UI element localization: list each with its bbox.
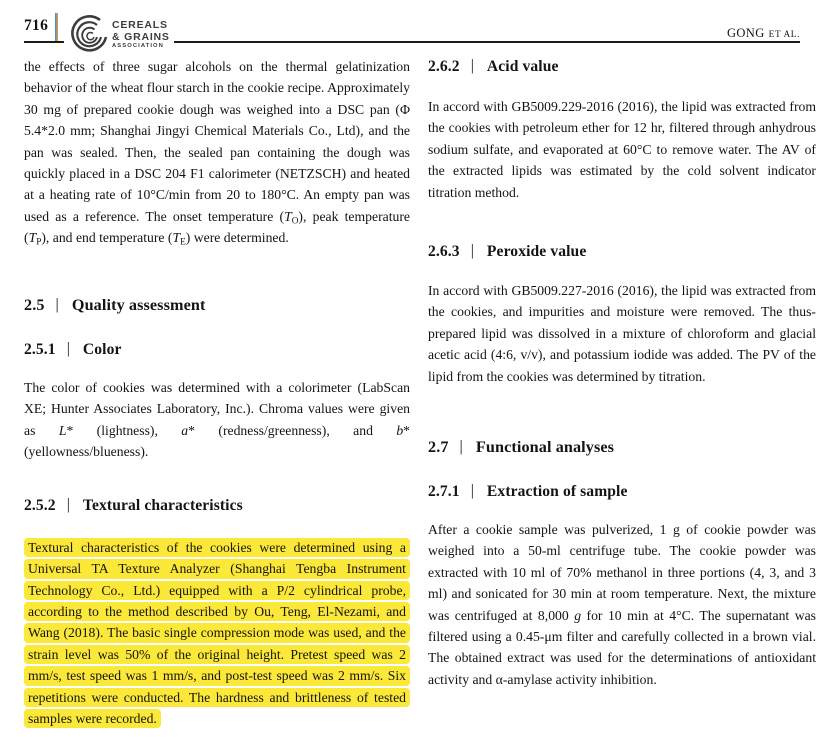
- logo-text: [112, 20, 170, 49]
- right-column: [428, 0, 816, 737]
- section-title: Extraction of sample: [486, 483, 628, 500]
- section-heading-extraction-of-sample: [428, 483, 816, 501]
- left-column: [24, 0, 410, 737]
- section-heading-functional-analyses: [428, 438, 816, 457]
- section-number: 2.5: [24, 296, 45, 314]
- heading-separator: |: [470, 57, 474, 74]
- heading-separator: |: [470, 482, 474, 499]
- section-heading-quality-assessment: [24, 296, 410, 315]
- cereals-grains-association-logo: [64, 11, 174, 59]
- section-heading-color: [24, 341, 410, 359]
- section-title: Color: [82, 341, 122, 358]
- logo-line-grains: & GRAINS: [112, 30, 170, 43]
- paragraph-color-measurement: The color of cookies was determined with a colorimeter (LabScan XE; Hunter Associates Laboratory, Inc.). Chroma values were given as L* (lightness), a* (redness/greenness), and b* (yellowness/blueness).: [24, 380, 410, 460]
- paragraph-thermal-analysis: the effects of three sugar alcohols on the thermal gelatinization behavior of the wheat flour starch in the cookie recipe. Approximately 30 mg of prepared cookie dough was weighed into a DSC pan (Φ 5.4*2.0 mm; Shanghai Jingyi Chemical Materials Co., Ltd), and the pan was sealed. Then, the sealed pan containing the dough was quickly placed in a DSC 204 F1 calorimeter (NETZSCH) and heated at a heating rate of 10°C/min from 20 to 180°C. An empty pan was used as a reference. The onset temperature $(T_O)$, peak temperature $(T_P)$, and end temperature $(T_E)$ were determined.: [24, 59, 410, 248]
- highlighted-text: Textural characteristics of the cookies were determined using a Universal TA Texture Analyzer (Shanghai Tengba Instrument Technology Co., Ltd.) equipped with a P/2 cylindrical probe, according to the method described by Ou, Teng, El-Nezami, and Wang (2018). The basic single compression mode was used, and the strain level was 50% of the original height. Pretest speed was 2 mm/s, test speed was 1 mm/s, and post-test speed was 2 mm/s. Six repetitions were conducted. The hardness and brittleness of tested samples were recorded.: [24, 538, 410, 729]
- logo-line-cereals: CEREALS: [112, 19, 168, 32]
- section-number: 2.5.2: [24, 497, 56, 514]
- paragraph-extraction-of-sample: After a cookie sample was pulverized, 1 g of cookie powder was weighed into a 50-ml centrifuge tube. The cookie powder was extracted with 10 ml of 70% methanol in three portions (4, 3, and 3 ml) and sonicated for 30 min at room temperature. Next, the mixture was centrifuged at 8,000 g for 10 min at 4°C. The supernatant was filtered using a 0.45-μm filter and carefully collected in a brown vial. The obtained extract was used for the determinations of antioxidant activity and α-amylase activity inhibition.: [428, 522, 816, 687]
- heading-separator: |: [470, 242, 474, 259]
- section-title: Textural characteristics: [82, 497, 243, 514]
- page-number: 716: [24, 17, 49, 34]
- section-title: Peroxide value: [486, 243, 587, 260]
- section-title: Functional analyses: [475, 438, 615, 456]
- section-heading-peroxide-value: [428, 243, 816, 261]
- section-number: 2.5.1: [24, 341, 56, 358]
- logo-line-association: ASSOCIATION: [112, 42, 164, 49]
- running-head-et-al: ET AL.: [768, 30, 800, 40]
- heading-separator: |: [66, 496, 70, 513]
- section-number: 2.7: [428, 438, 449, 456]
- section-title: Acid value: [486, 58, 559, 75]
- section-number: 2.6.3: [428, 243, 460, 260]
- section-heading-textural-characteristics: [24, 497, 410, 515]
- heading-separator: |: [66, 340, 70, 357]
- paragraph-peroxide-value: In accord with GB5009.227-2016 (2016), the lipid was extracted from the cookies, and impurities and moisture were removed. The thus-prepared lipid was dissolved in a mixture of chloroform and glacial acetic acid (4:6, v/v), and potassium iodide was added. The PV of the lipid from the cookies was determined by titration.: [428, 283, 816, 384]
- section-number: 2.7.1: [428, 483, 460, 500]
- running-head: [727, 24, 800, 42]
- section-title: Quality assessment: [71, 296, 206, 314]
- section-heading-acid-value: [428, 58, 816, 76]
- section-number: 2.6.2: [428, 58, 460, 75]
- paragraph-textural-highlighted: [24, 537, 410, 730]
- heading-separator: |: [459, 437, 463, 455]
- paragraph-acid-value: In accord with GB5009.229-2016 (2016), the lipid was extracted from the cookies with petroleum ether for 12 hr, filtered through anhydrous sodium sulfate, and evaporated at 60°C to remove water. The AV of the extracted lipids was estimated by the cold solvent indicator titration method.: [428, 99, 816, 200]
- heading-separator: |: [55, 295, 59, 313]
- running-head-author: GONG: [726, 26, 765, 40]
- swirl-logo-icon: [66, 13, 108, 57]
